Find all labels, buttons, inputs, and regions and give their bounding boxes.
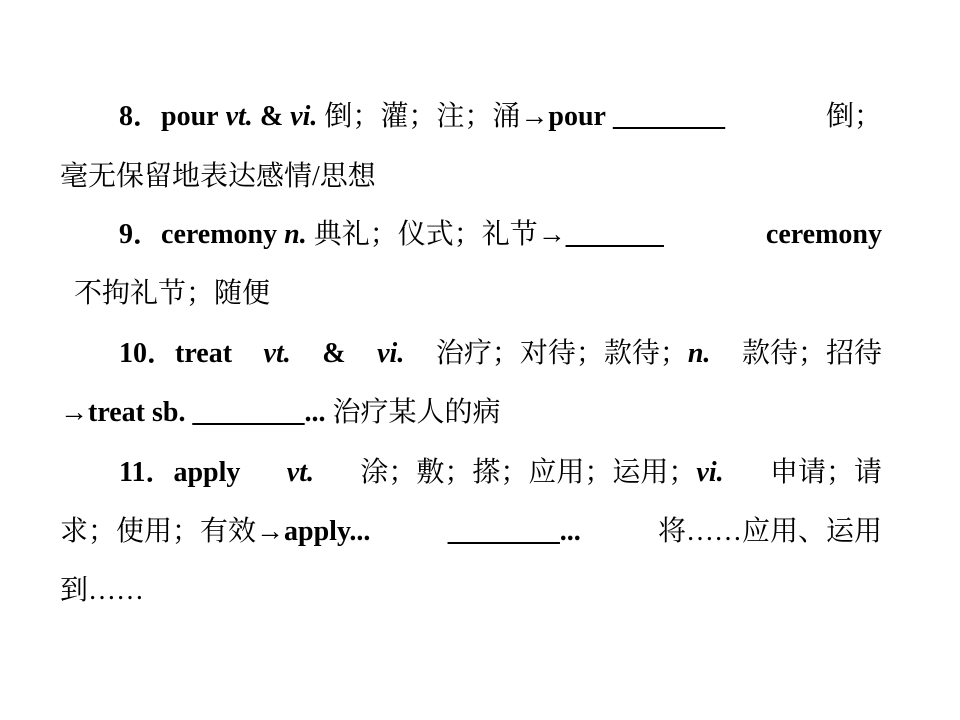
definition: 倒；灌；注；涌 xyxy=(324,101,521,132)
fill-in-blank[interactable]: ________ xyxy=(612,101,725,132)
arrow-icon: → xyxy=(60,397,88,428)
entry-10-line-1 xyxy=(119,334,882,374)
arrow-icon: → xyxy=(537,219,566,250)
arrow-icon: → xyxy=(256,516,285,547)
entry-8-line-2 xyxy=(60,157,882,197)
headword: ceremony xyxy=(161,219,278,250)
entry-9-line-1 xyxy=(119,215,882,255)
part-of-speech: vi. xyxy=(377,338,405,369)
part-of-speech: vt. xyxy=(286,457,314,488)
phrase: apply... xyxy=(284,516,371,547)
definition-intransitive: 申请；请 xyxy=(769,457,882,488)
part-of-speech: n. xyxy=(284,219,307,250)
phrase-meaning: 不拘礼节；随便 xyxy=(74,278,271,309)
definition: 典礼；仪式；礼节 xyxy=(313,219,538,250)
part-of-speech: vi. xyxy=(290,101,318,132)
part-of-speech: vt. xyxy=(263,338,291,369)
definition-continued: 求；使用；有效→apply... xyxy=(60,516,371,547)
entry-8-head xyxy=(119,97,725,137)
fill-in-blank[interactable]: _______ xyxy=(565,219,664,250)
entry-number: 8． xyxy=(119,101,162,132)
part-of-speech: vt. xyxy=(225,101,253,132)
entry-number: 10． xyxy=(119,338,176,369)
phrase-meaning: 治疗某人的病 xyxy=(332,397,501,428)
phrase-meaning-continued: 毫无保留地表达感情/思想 xyxy=(60,161,376,192)
ampersand: & xyxy=(322,338,346,369)
headword: pour xyxy=(161,101,219,132)
entry-number-and-headword xyxy=(119,453,240,493)
phrase-meaning-continued: 到…… xyxy=(60,575,145,606)
part-of-speech: n. xyxy=(687,338,711,369)
entry-8-line-1 xyxy=(119,97,882,137)
phrase: treat sb. xyxy=(88,397,186,428)
phrase: pour xyxy=(548,101,606,132)
fill-in-blank[interactable]: ________... xyxy=(447,516,581,547)
entry-9-head xyxy=(119,215,664,255)
arrow-icon: → xyxy=(520,101,549,132)
entry-number: 11． xyxy=(119,457,174,488)
entry-number: 9． xyxy=(119,219,162,250)
ampersand: & xyxy=(259,101,284,132)
phrase-meaning: 倒； xyxy=(825,101,882,132)
headword: treat xyxy=(175,338,233,369)
definition: 涂；敷；搽；应用；运用；vi. xyxy=(360,457,724,488)
phrase: ceremony xyxy=(765,219,882,250)
definition-noun: 款待；招待 xyxy=(741,338,882,369)
fill-in-blank[interactable]: ________... xyxy=(192,397,326,428)
entry-10-line-2 xyxy=(60,393,882,433)
entry-11-line-1 xyxy=(119,453,882,493)
definition: 治疗；对待；款待；n. xyxy=(435,338,711,369)
entry-11-line-3 xyxy=(60,571,882,611)
entry-number-and-headword xyxy=(119,334,232,374)
phrase-meaning: 将……应用、运用 xyxy=(657,516,882,547)
headword: apply xyxy=(173,457,241,488)
entry-11-line-2 xyxy=(60,512,882,552)
entry-9-line-2 xyxy=(74,274,896,314)
part-of-speech: vi. xyxy=(696,457,724,488)
